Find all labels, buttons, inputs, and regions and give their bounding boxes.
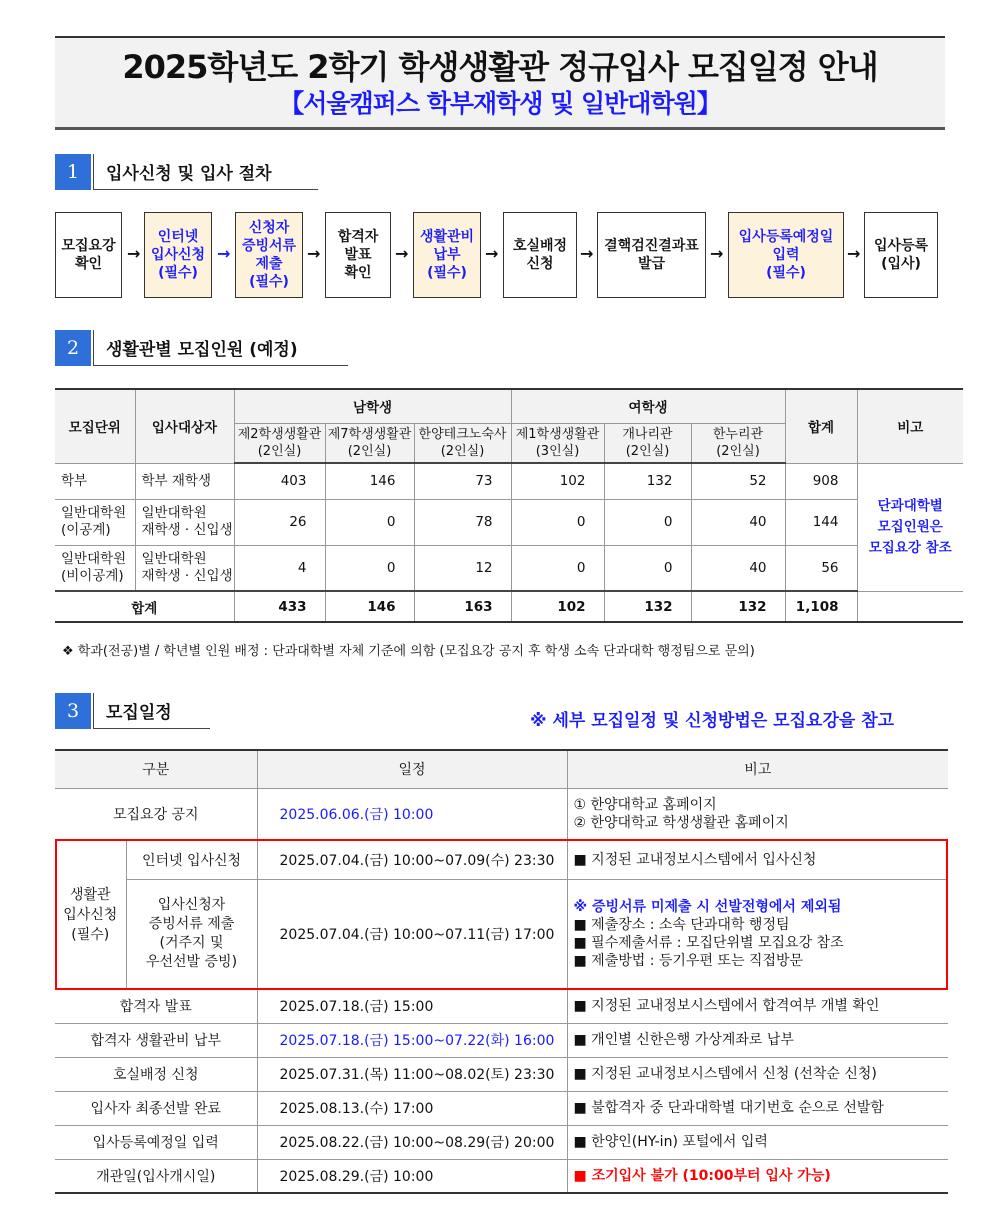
step-arrow: → [847, 244, 861, 263]
table-row: 생활관 입사신청 (필수) 인터넷 입사신청 2025.07.04.(금) 10:00~07.09(수) 23:30 ■ 지정된 교내정보시스템에서 입사신청 [55, 840, 948, 879]
step-arrow: → [485, 244, 499, 263]
col-date: 일정 [257, 750, 567, 788]
section3-number: 3 [55, 693, 91, 729]
table-row: 학부 학부 재학생 403 146 73 102 132 52 908 단과대학별 모집인원은 모집요강 참조 [55, 463, 963, 499]
col-category: 구분 [55, 750, 257, 788]
col-unit: 모집단위 [55, 389, 135, 463]
col-male: 남학생 [234, 389, 511, 423]
step-result-check: 합격자 발표 확인 [325, 212, 391, 298]
table-sum-row: 합계 433 146 163 102 132 132 1,108 [55, 591, 963, 622]
step-arrow: → [127, 244, 141, 263]
step-room-apply: 호실배정 신청 [503, 212, 577, 298]
capacity-note: 단과대학별 모집인원은 모집요강 참조 [857, 463, 963, 591]
table-row: 입사신청자 증빙서류 제출 (거주지 및 우선선발 증빙) 2025.07.04.(금) 10:00~07.11(금) 17:00 ※ 증빙서류 미제출 시 선발전형에서 제외됨 ■ 제출장소 : 소속 단과대학 행정팀 ■ 필수제출서류 : 모집단위별 모집요강 참조 ■ 제출방법 : 등기우편 또는 직접방문 [55, 879, 948, 989]
footnote-mark-icon: ❖ [62, 644, 74, 659]
table-row: 개관일(입사개시일) 2025.08.29.(금) 10:00 ■ 조기입사 불가 (10:00부터 입사 가능) [55, 1159, 948, 1193]
step-move-in: 입사등록 (입사) [864, 212, 938, 298]
section1-title: 입사신청 및 입사 절차 [93, 154, 318, 190]
step-guide-check: 모집요강 확인 [55, 212, 122, 298]
section2-title: 생활관별 모집인원 (예정) [93, 330, 348, 366]
step-arrow: → [217, 244, 231, 263]
hall-header: 제7학생생활관 (2인실) [325, 423, 414, 463]
hall-header: 한양테크노숙사 (2인실) [414, 423, 511, 463]
table-row: 입사등록예정일 입력 2025.08.22.(금) 10:00~08.29(금) 20:00 ■ 한양인(HY-in) 포털에서 입력 [55, 1125, 948, 1159]
section2-number: 2 [55, 330, 91, 366]
section1-number: 1 [55, 154, 91, 190]
col-remark: 비고 [567, 750, 948, 788]
capacity-table [55, 388, 963, 623]
hall-header: 개나리관 (2인실) [604, 423, 691, 463]
hall-header: 제2학생생활관 (2인실) [234, 423, 325, 463]
schedule-notice: ※ 세부 모집일정 및 신청방법은 모집요강을 참고 [530, 711, 895, 731]
step-submit-docs: 신청자 증빙서류 제출 (필수) [235, 212, 303, 298]
table-row: 입사자 최종선발 완료 2025.08.13.(수) 17:00 ■ 불합격자 중 단과대학별 대기번호 순으로 선발함 [55, 1091, 948, 1125]
table-row: 일반대학원 (이공계) 일반대학원 재학생 · 신입생 26 0 78 0 0 40 144 [55, 499, 963, 545]
step-arrow: → [580, 244, 594, 263]
step-arrow: → [710, 244, 724, 263]
table-row: 합격자 발표 2025.07.18.(금) 15:00 ■ 지정된 교내정보시스템에서 합격여부 개별 확인 [55, 989, 948, 1023]
section3-title: 모집일정 [93, 693, 210, 729]
hall-header: 제1학생생활관 (3인실) [511, 423, 604, 463]
title-banner [55, 36, 945, 130]
apply-group: 생활관 입사신청 (필수) [55, 840, 126, 989]
page-subtitle: 【서울캠퍼스 학부재학생 및 일반대학원】 [279, 89, 721, 118]
page-title: 2025학년도 2학기 학생생활관 정규입사 모집일정 안내 [122, 48, 878, 86]
table-row: 모집요강 공지 2025.06.06.(금) 10:00 ① 한양대학교 홈페이지 ② 한양대학교 학생생활관 홈페이지 [55, 788, 948, 840]
schedule-table [55, 749, 948, 1194]
col-note: 비고 [857, 389, 963, 463]
table-row: 일반대학원 (비이공계) 일반대학원 재학생 · 신입생 4 0 12 0 0 40 56 [55, 545, 963, 591]
step-online-apply: 인터넷 입사신청 (필수) [144, 212, 212, 298]
step-pay-fee: 생활관비 납부 (필수) [413, 212, 481, 298]
col-target: 입사대상자 [135, 389, 234, 463]
step-tb-cert: 결핵검진결과표 발급 [597, 212, 706, 298]
step-arrow: → [395, 244, 409, 263]
col-female: 여학생 [511, 389, 785, 423]
hall-header: 한누리관 (2인실) [691, 423, 785, 463]
col-total: 합계 [785, 389, 857, 463]
table-row: 합격자 생활관비 납부 2025.07.18.(금) 15:00~07.22(화) 16:00 ■ 개인별 신한은행 가상계좌로 납부 [55, 1023, 948, 1057]
step-arrow: → [307, 244, 321, 263]
table-row: 호실배정 신청 2025.07.31.(목) 11:00~08.02(토) 23:30 ■ 지정된 교내정보시스템에서 신청 (선착순 신청) [55, 1057, 948, 1091]
capacity-footnote: ❖ 학과(전공)별 / 학년별 인원 배정 : 단과대학별 자체 기준에 의함 (모집요강 공지 후 학생 소속 단과대학 행정팀으로 문의) [62, 644, 755, 659]
step-register-date: 입사등록예정일 입력 (필수) [728, 212, 844, 298]
